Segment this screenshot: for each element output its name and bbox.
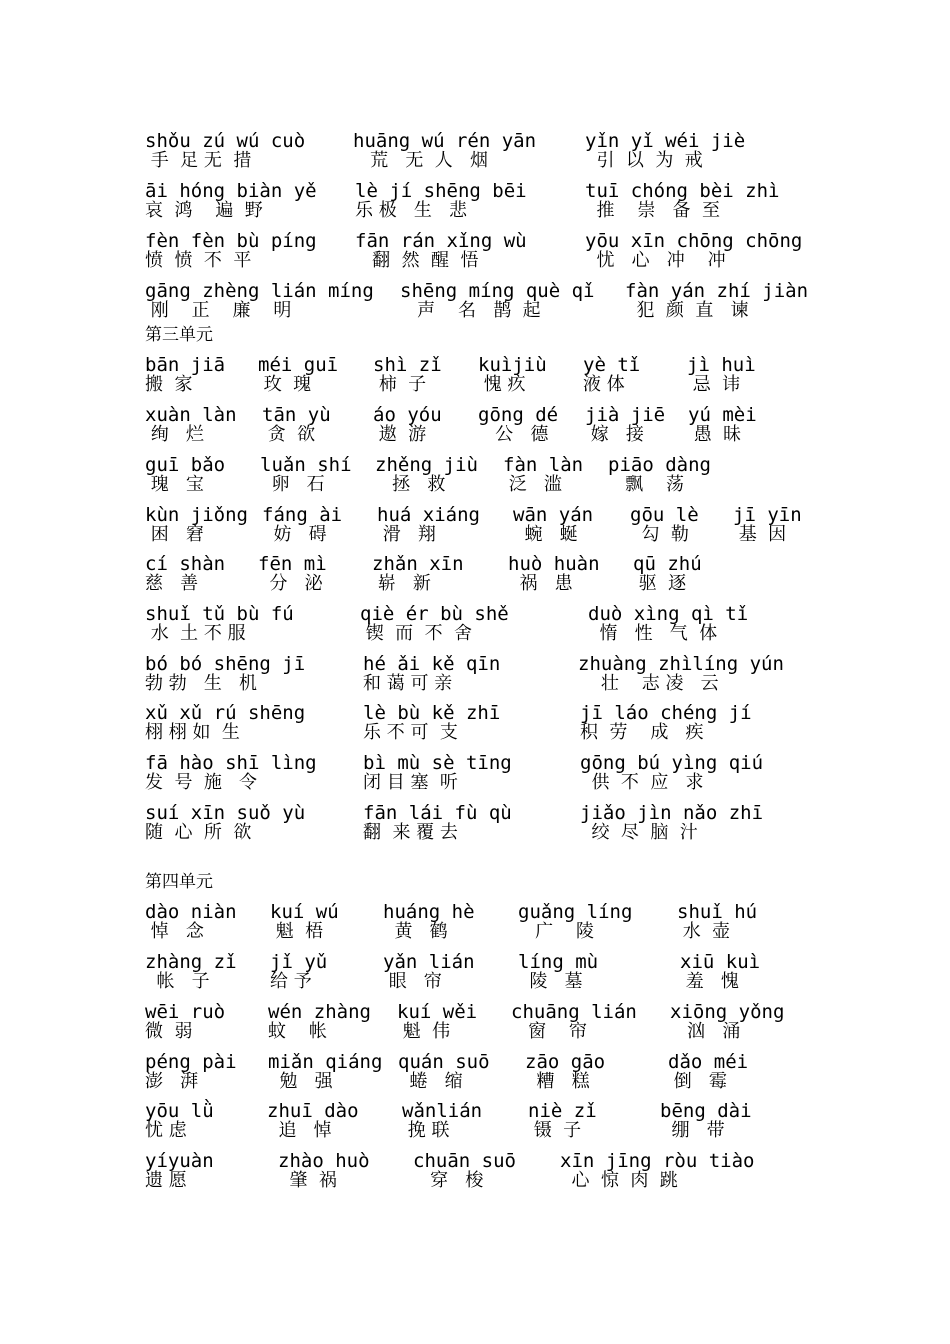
hanzi-text: 柿 子 [373, 374, 427, 395]
pinyin-text: fān lái fù qù [363, 802, 512, 824]
hanzi-text: 穿 梭 [413, 1170, 484, 1191]
hanzi-text: 忌 讳 [687, 374, 741, 395]
pinyin-text: qiè ér bù shě [360, 603, 509, 625]
pinyin-text: zhǎn xīn [372, 553, 464, 575]
hanzi-text: 陵 墓 [518, 971, 583, 992]
hanzi-text: 刚 正 廉 明 [145, 300, 292, 321]
hanzi-text: 绷 带 [660, 1120, 725, 1141]
pinyin-text: bēng dài [660, 1100, 752, 1122]
pinyin-text: shuǐ tǔ bù fú [145, 603, 294, 625]
pinyin-text: áo yóu [373, 404, 442, 426]
hanzi-text: 玫 瑰 [258, 374, 312, 395]
hanzi-text: 绚 烂 [145, 424, 204, 445]
pinyin-text: cí shàn [145, 553, 226, 575]
hanzi-text: 窗 帘 [511, 1021, 588, 1042]
pinyin-text: fáng ài [262, 504, 343, 526]
pinyin-text: péng pài [145, 1051, 237, 1073]
pinyin-text: wén zhàng [268, 1001, 371, 1023]
hanzi-text: 驱 逐 [633, 573, 687, 594]
hanzi-text: 广 陵 [518, 921, 595, 942]
pinyin-text: xiōng yǒng [670, 1001, 785, 1023]
pinyin-text: fān rán xǐng wù [355, 230, 527, 252]
hanzi-text: 惰 性 气 体 [588, 623, 718, 644]
pinyin-text: tuī chóng bèi zhì [585, 180, 780, 202]
hanzi-text: 公 德 [478, 424, 549, 445]
hanzi-text: 水 土 不 服 [145, 623, 246, 644]
pinyin-text: shì zǐ [373, 354, 442, 376]
pinyin-text: piāo dàng [608, 454, 711, 476]
hanzi-text: 勉 强 [268, 1071, 333, 1092]
pinyin-text: xīn jīng ròu tiào [560, 1150, 755, 1172]
section-heading: 第四单元 [145, 872, 213, 892]
pinyin-text: fā hào shī lìng [145, 752, 317, 774]
pinyin-text: zhěng jiù [375, 454, 478, 476]
pinyin-text: tān yù [262, 404, 331, 426]
hanzi-text: 积 劳 成 疾 [580, 722, 704, 743]
hanzi-text: 翻 来 覆 去 [363, 822, 458, 843]
hanzi-text: 魁 伟 [397, 1021, 451, 1042]
pinyin-text: fàn yán zhí jiàn [625, 280, 809, 302]
pinyin-text: huāng wú rén yān [353, 130, 537, 152]
pinyin-text: luǎn shí [260, 454, 352, 476]
pinyin-text: jiǎo jìn nǎo zhī [580, 802, 764, 824]
section-heading: 第三单元 [145, 325, 213, 345]
pinyin-text: yōu lǜ [145, 1100, 214, 1122]
pinyin-text: zhàng zǐ [145, 951, 237, 973]
pinyin-text: dào niàn [145, 901, 237, 923]
hanzi-text: 和 蔼 可 亲 [363, 673, 453, 694]
hanzi-text: 勃 勃 生 机 [145, 673, 258, 694]
hanzi-text: 愚 昧 [688, 424, 742, 445]
hanzi-text: 崭 新 [372, 573, 431, 594]
pinyin-text: chuāng lián [511, 1001, 637, 1023]
hanzi-text: 给 予 [270, 971, 312, 992]
pinyin-text: zhuàng zhìlíng yún [578, 653, 784, 675]
pinyin-text: huò huàn [508, 553, 600, 575]
hanzi-text: 遨 游 [373, 424, 427, 445]
pinyin-text: bì mù sè tīng [363, 752, 512, 774]
hanzi-text: 愧 疚 [478, 374, 526, 395]
hanzi-text: 倒 霉 [668, 1071, 727, 1092]
hanzi-text: 贪 欲 [262, 424, 316, 445]
hanzi-text: 镊 子 [528, 1120, 582, 1141]
pinyin-text: lè jí shēng bēi [355, 180, 527, 202]
hanzi-text: 悼 念 [145, 921, 204, 942]
hanzi-text: 闭 目 塞 听 [363, 772, 458, 793]
pinyin-text: kuí wěi [397, 1001, 478, 1023]
pinyin-text: guǎng líng [518, 901, 633, 923]
hanzi-text: 蚊 帐 [268, 1021, 327, 1042]
hanzi-text: 拯 救 [375, 474, 446, 495]
pinyin-text: shǒu zú wú cuò [145, 130, 306, 152]
hanzi-text: 基 因 [733, 524, 787, 545]
pinyin-text: jì huì [687, 354, 756, 376]
pinyin-text: jià jiē [585, 404, 666, 426]
pinyin-text: fèn fèn bù píng [145, 230, 317, 252]
hanzi-text: 肇 祸 [278, 1170, 337, 1191]
hanzi-text: 妨 碍 [262, 524, 327, 545]
hanzi-text: 壮 志 凌 云 [578, 673, 719, 694]
hanzi-text: 引 以 为 戒 [585, 150, 703, 171]
pinyin-text: zhuī dào [267, 1100, 359, 1122]
pinyin-text: fēn mì [258, 553, 327, 575]
hanzi-text: 黄 鹤 [383, 921, 448, 942]
hanzi-text: 魁 梧 [270, 921, 324, 942]
hanzi-text: 心 惊 肉 跳 [560, 1170, 678, 1191]
hanzi-text: 分 泌 [258, 573, 323, 594]
hanzi-text: 慈 善 [145, 573, 199, 594]
hanzi-text: 挽 联 [402, 1120, 450, 1141]
hanzi-text: 搬 家 [145, 374, 193, 395]
pinyin-text: méi guī [258, 354, 339, 376]
pinyin-text: lè bù kě zhī [363, 702, 501, 724]
hanzi-text: 锲 而 不 舍 [360, 623, 473, 644]
pinyin-text: kùn jiǒng [145, 504, 248, 526]
hanzi-text: 泛 滥 [503, 474, 562, 495]
pinyin-text: shēng míng què qǐ [400, 280, 595, 302]
pinyin-text: quán suō [398, 1051, 490, 1073]
pinyin-text: yè tǐ [583, 354, 641, 376]
pinyin-text: kuí wú [270, 901, 339, 923]
pinyin-text: niè zǐ [528, 1100, 597, 1122]
pinyin-text: bān jiā [145, 354, 226, 376]
hanzi-text: 眼 帘 [383, 971, 442, 992]
pinyin-text: jī yīn [733, 504, 802, 526]
hanzi-text: 滑 翔 [377, 524, 436, 545]
pinyin-text: qū zhú [633, 553, 702, 575]
hanzi-text: 绞 尽 脑 汁 [580, 822, 698, 843]
pinyin-text: xuàn làn [145, 404, 237, 426]
pinyin-text: xǔ xǔ rú shēng [145, 702, 306, 724]
hanzi-text: 翻 然 醒 悟 [355, 250, 479, 271]
pinyin-text: xiū kuì [680, 951, 761, 973]
pinyin-text: wēi ruò [145, 1001, 226, 1023]
pinyin-text: zāo gāo [525, 1051, 606, 1073]
pinyin-text: jǐ yǔ [270, 951, 328, 973]
hanzi-text: 忧 心 冲 冲 [585, 250, 726, 271]
hanzi-text: 荒 无 人 烟 [353, 150, 488, 171]
pinyin-text: bó bó shēng jī [145, 653, 306, 675]
hanzi-text: 水 壶 [677, 921, 731, 942]
pinyin-text: huáng hè [383, 901, 475, 923]
hanzi-text: 羞 愧 [680, 971, 739, 992]
hanzi-text: 祸 患 [508, 573, 573, 594]
hanzi-text: 栩 栩 如 生 [145, 722, 240, 743]
pinyin-text: chuān suō [413, 1150, 516, 1172]
pinyin-text: wān yán [513, 504, 594, 526]
hanzi-text: 帐 子 [145, 971, 210, 992]
pinyin-text: āi hóng biàn yě [145, 180, 317, 202]
pinyin-text: hé ǎi kě qīn [363, 653, 501, 675]
hanzi-text: 忧 虑 [145, 1120, 187, 1141]
hanzi-text: 乐 极 生 悲 [355, 200, 468, 221]
hanzi-text: 卵 石 [260, 474, 325, 495]
hanzi-text: 遗 愿 [145, 1170, 187, 1191]
pinyin-text: yǐn yǐ wéi jiè [585, 130, 746, 152]
pinyin-text: miǎn qiáng [268, 1051, 383, 1073]
hanzi-text: 手 足 无 措 [145, 150, 252, 171]
hanzi-text: 蜿 蜒 [513, 524, 578, 545]
hanzi-text: 糟 糕 [525, 1071, 590, 1092]
pinyin-text: huá xiáng [377, 504, 480, 526]
pinyin-text: guī bǎo [145, 454, 226, 476]
hanzi-text: 随 心 所 欲 [145, 822, 252, 843]
pinyin-text: yú mèi [688, 404, 757, 426]
hanzi-text: 犯 颜 直 谏 [625, 300, 749, 321]
hanzi-text: 飘 荡 [608, 474, 685, 495]
pinyin-text: shuǐ hú [677, 901, 758, 923]
pinyin-text: jī láo chéng jí [580, 702, 752, 724]
pinyin-text: dǎo méi [668, 1051, 749, 1073]
hanzi-text: 发 号 施 令 [145, 772, 258, 793]
hanzi-text: 汹 涌 [670, 1021, 741, 1042]
pinyin-text: suí xīn suǒ yù [145, 802, 306, 824]
pinyin-text: gōu lè [630, 504, 699, 526]
hanzi-text: 困 窘 [145, 524, 204, 545]
hanzi-text: 声 名 鹊 起 [400, 300, 541, 321]
hanzi-text: 微 弱 [145, 1021, 193, 1042]
hanzi-text: 乐 不 可 支 [363, 722, 458, 743]
hanzi-text: 液 体 [583, 374, 625, 395]
pinyin-text: fàn làn [503, 454, 584, 476]
pinyin-text: líng mù [518, 951, 599, 973]
hanzi-text: 愤 愤 不 平 [145, 250, 252, 271]
hanzi-text: 澎 湃 [145, 1071, 199, 1092]
pinyin-text: wǎnlián [402, 1100, 483, 1122]
hanzi-text: 哀 鸿 遍 野 [145, 200, 263, 221]
hanzi-text: 推 崇 备 至 [585, 200, 720, 221]
pinyin-text: gāng zhèng lián míng [145, 280, 374, 302]
pinyin-text: yōu xīn chōng chōng [585, 230, 803, 252]
pinyin-text: gōng dé [478, 404, 559, 426]
pinyin-text: gōng bú yìng qiú [580, 752, 764, 774]
hanzi-text: 供 不 应 求 [580, 772, 704, 793]
pinyin-text: yíyuàn [145, 1150, 214, 1172]
hanzi-text: 嫁 接 [585, 424, 644, 445]
hanzi-text: 勾 勒 [630, 524, 689, 545]
hanzi-text: 瑰 宝 [145, 474, 204, 495]
pinyin-text: zhào huò [278, 1150, 370, 1172]
hanzi-text: 追 悼 [267, 1120, 332, 1141]
hanzi-text: 蜷 缩 [398, 1071, 463, 1092]
pinyin-text: duò xìng qì tǐ [588, 603, 749, 625]
pinyin-text: yǎn lián [383, 951, 475, 973]
pinyin-text: kuìjiù [478, 354, 547, 376]
